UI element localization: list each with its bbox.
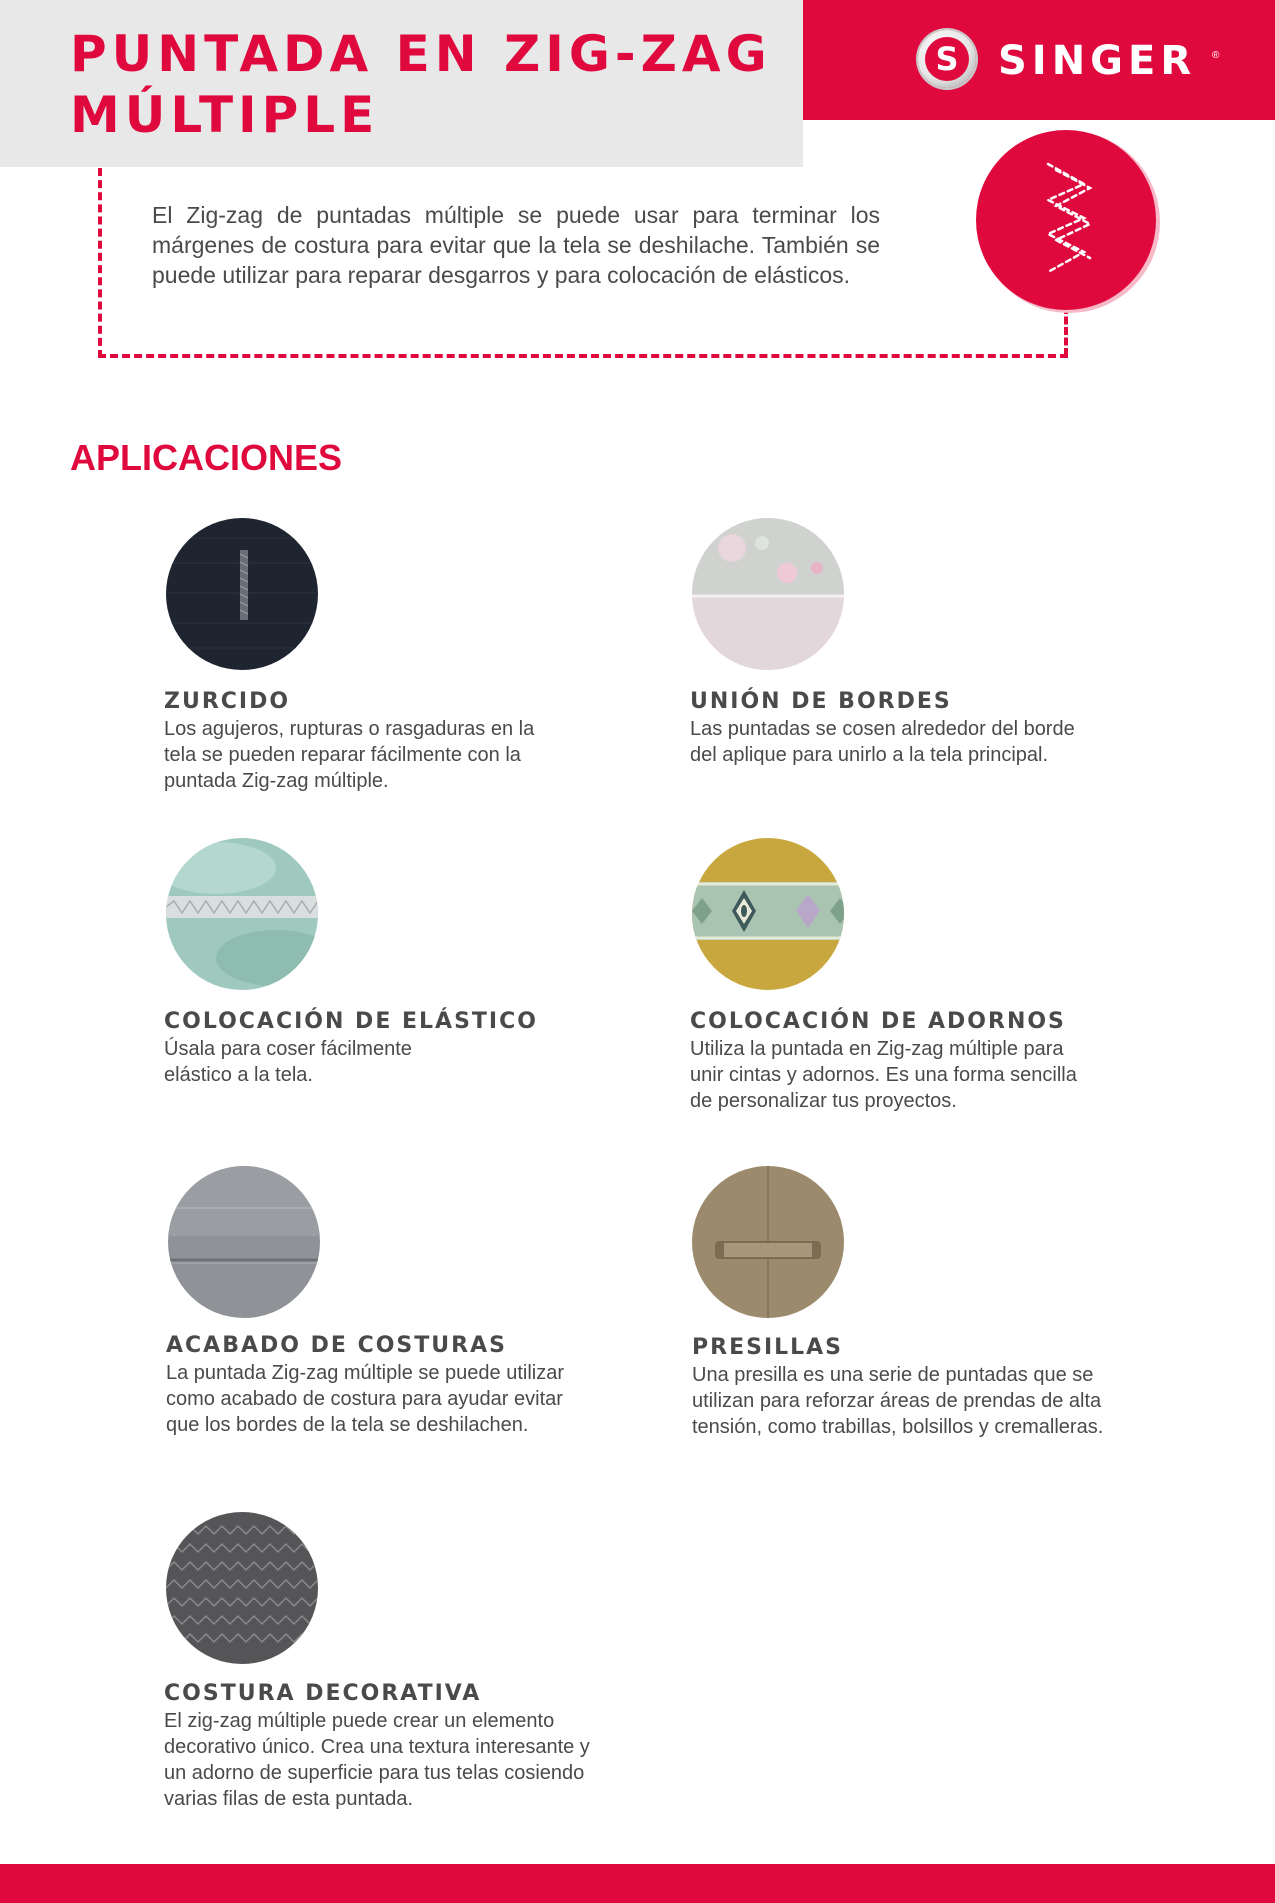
application-title-colocacion-de-adornos: COLOCACIÓN DE ADORNOS [690,1009,1066,1034]
page-title-line1: PUNTADA EN ZIG-ZAG [70,25,772,83]
application-desc-costura-decorativa: El zig-zag múltiple puede crear un elemento decorativo único. Crea una textura interesante y un adorno de superficie para tus telas cosiendo varias filas de esta puntada. [164,1710,590,1810]
decorative-stitch-image [166,1512,318,1664]
dashed-border-right [1064,306,1068,356]
bar-tack-image [692,1166,844,1318]
intro-text: El Zig-zag de puntadas múltiple se puede usar para terminar los márgenes de costura para evitar que la tela se deshilache. También se puede utilizar para reparar desgarros y para colocación de elásticos. [152,202,880,288]
application-desc-acabado-de-costuras: La puntada Zig-zag múltiple se puede utilizar como acabado de costura para ayudar evitar que los bordes de la tela se deshilachen. [166,1362,565,1436]
page-title-line2: MÚLTIPLE [70,86,380,144]
application-title-costura-decorativa: COSTURA DECORATIVA [164,1681,482,1706]
application-title-union-de-bordes: UNIÓN DE BORDES [690,689,952,714]
singer-logo-icon [918,30,976,88]
seam-finish-image [168,1166,320,1318]
brand-registered-mark: ® [1212,50,1220,61]
dashed-border-left [98,168,102,358]
footer-bar [0,1864,1275,1903]
section-title: APLICACIONES [70,437,343,478]
application-desc-colocacion-de-adornos: Utiliza la puntada en Zig-zag múltiple para unir cintas y adornos. Es una forma sencilla de personalizar tus proyectos. [690,1038,1077,1112]
application-desc-colocacion-de-elastico: Úsala para coser fácilmente elástico a la tela. [164,1038,412,1086]
edge-joining-image [692,518,844,670]
trim-attachment-image [692,838,844,990]
application-title-presillas: PRESILLAS [692,1335,844,1360]
zigzag-stitch-icon [976,130,1156,310]
page-title [70,24,772,146]
brand-name: SINGER [998,38,1197,84]
application-title-colocacion-de-elastico: COLOCACIÓN DE ELÁSTICO [164,1009,538,1034]
application-desc-presillas: Una presilla es una serie de puntadas que se utilizan para reforzar áreas de prendas de alta tensión, como trabillas, bolsillos y cremalleras. [692,1364,1104,1438]
application-title-acabado-de-costuras: ACABADO DE COSTURAS [166,1333,507,1358]
application-desc-union-de-bordes: Las puntadas se cosen alrededor del borde del aplique para unirlo a la tela principal. [690,718,1075,766]
dashed-border-bottom [98,354,1068,358]
application-desc-zurcido: Los agujeros, rupturas o rasgaduras en la tela se pueden reparar fácilmente con la puntada Zig-zag múltiple. [164,718,535,792]
brand-mark: S [925,37,969,81]
application-title-zurcido: ZURCIDO [164,689,291,714]
darning-image [166,518,318,670]
elastic-attachment-image [166,838,318,990]
